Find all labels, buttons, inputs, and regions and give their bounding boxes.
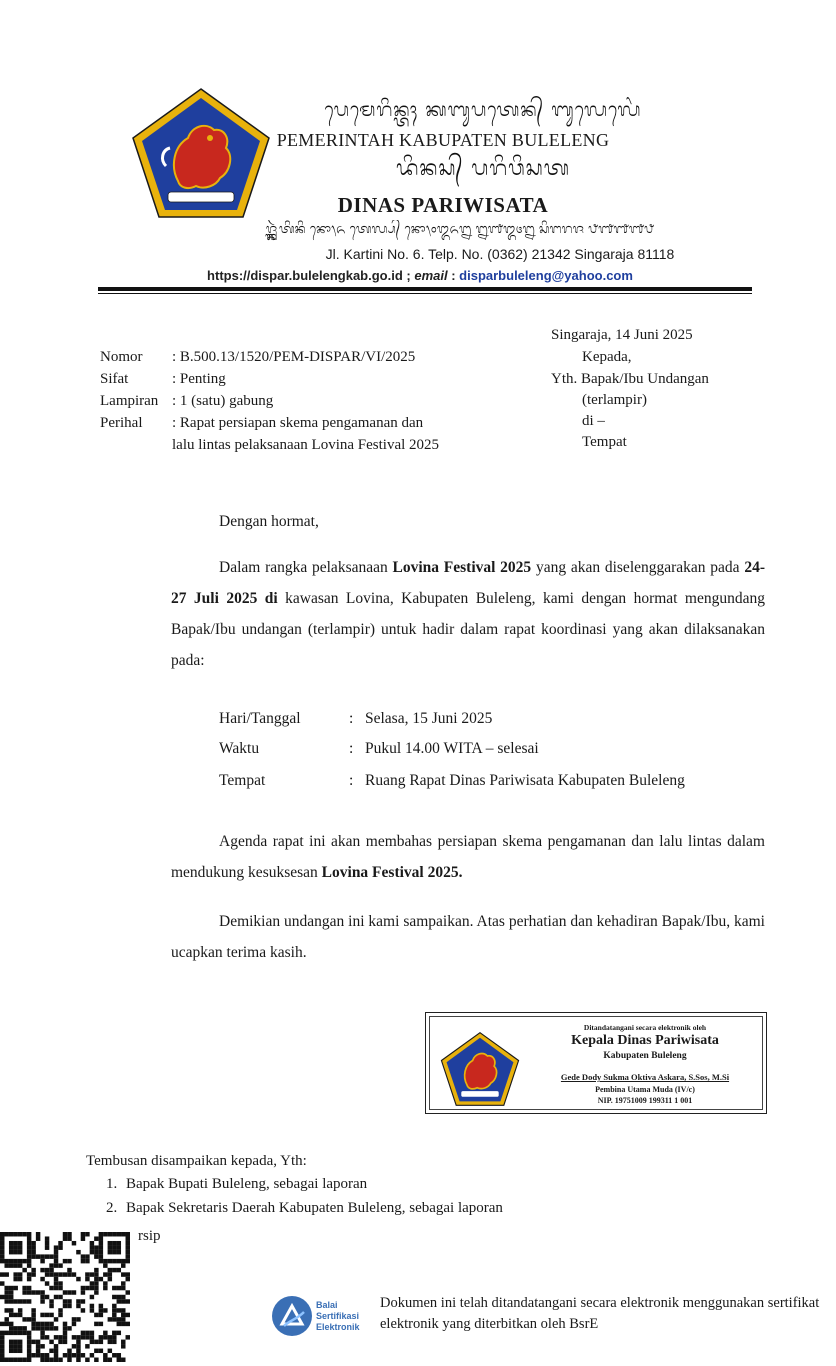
bsre-logo-line-1: Balai <box>316 1300 338 1310</box>
p1-text-a: Dalam rangka pelaksanaan <box>219 559 393 576</box>
bsre-logo-line-2: Sertifikasi <box>316 1311 360 1321</box>
paragraph-agenda <box>171 826 765 888</box>
perihal-value: : Rapat persiapan skema pengamanan dan lalu lintas pelaksanaan Lovina Festival 2025 <box>172 415 440 453</box>
office-contact <box>120 268 720 283</box>
bsre-logo-icon <box>270 1294 314 1338</box>
signatory-name: Gede Dody Sukma Oktiva Askara, S.Sos, M.Si <box>560 1072 730 1082</box>
day-value: Selasa, 15 Juni 2025 <box>365 710 493 727</box>
nomor-label: Nomor <box>100 349 143 365</box>
paragraph-closing: Demikian undangan ini kami sampaikan. Atas perhatian dan kehadiran Bapak/Ibu, kami ucapkan terima kasih. <box>171 913 765 961</box>
sifat-value: : Penting <box>172 371 226 387</box>
list-item-number: 1. <box>106 1176 118 1192</box>
signatory-nip: NIP. 19751009 199311 1 001 <box>597 1096 693 1105</box>
place-label: Tempat <box>219 772 266 789</box>
copies-arsip: rsip <box>138 1228 161 1244</box>
office-name: DINAS PARIWISATA <box>337 193 549 217</box>
electronic-signature-box <box>425 1012 767 1114</box>
time-label: Waktu <box>219 740 260 757</box>
p1-event-name: Lovina Festival 2025 <box>392 559 532 576</box>
salutation: Dengan hormat, <box>219 513 319 530</box>
signature-inner-frame <box>429 1016 763 1110</box>
recipient-name: Yth. Bapak/Ibu Undangan <box>551 371 709 387</box>
paragraph-invitation <box>171 552 765 676</box>
list-item-text: Bapak Bupati Buleleng, sebagai laporan <box>126 1176 368 1192</box>
time-separator: : <box>349 740 354 757</box>
qr-code-icon <box>0 1232 130 1362</box>
day-label: Hari/Tanggal <box>219 710 301 727</box>
recipient-kepada: Kepada, <box>582 349 632 365</box>
signature-emblem-logo <box>439 1031 521 1107</box>
balinese-script-address: ᬚ᭄ᬮ᭄ᬓᬃᬢᬶᬦᬶ ᬦᭀ᭞᭖ ᬢᬾᬮ᭄ᬧ᭄ ᬦᭀ᭞᭐᭓᭖᭒ ᭒᭑᭓᭔᭒ ᬲᬶᬗᬭᬚ ᭘᭑᭑᭑᭘ <box>265 222 655 237</box>
regency-emblem-logo <box>130 86 272 220</box>
letterhead-rule-thin <box>98 293 752 294</box>
list-item-number: 2. <box>106 1200 118 1216</box>
place-value: Ruang Rapat Dinas Pariwisata Kabupaten Buleleng <box>365 772 685 789</box>
recipient-terlampir: (terlampir) <box>582 392 647 408</box>
perihal-label: Perihal <box>100 415 143 431</box>
day-separator: : <box>349 710 354 727</box>
office-address: Jl. Kartini No. 6. Telp. No. (0362) 21342 Singaraja 81118 <box>325 246 675 262</box>
list-item-text: Bapak Sekretaris Daerah Kabupaten Buleleng, sebagai laporan <box>126 1200 503 1216</box>
balinese-script-office: ᬤᬶᬦᬲ᭄ ᬧᬭᬶᬯᬶᬲᬢ <box>396 156 570 180</box>
list-item <box>106 1172 666 1196</box>
sifat-label: Sifat <box>100 371 129 387</box>
schedule-row-place <box>219 766 779 796</box>
balinese-script-regency: ᬧᬾᬫᬾᬭᬶᬦ᭄ᬢᬄ ᬓᬩᬸᬧᬢᬾᬦ᭄ ᬩᬸᬮᬾᬮᬾᬂ <box>324 99 642 121</box>
email-link[interactable]: disparbuleleng@yahoo.com <box>459 268 633 283</box>
schedule-row-day <box>219 704 779 734</box>
copies-list <box>106 1172 666 1220</box>
government-name: PEMERINTAH KABUPATEN BULELENG <box>276 130 610 150</box>
p1-text-b: yang akan diselenggarakan pada <box>531 559 745 576</box>
letter-meta <box>100 346 480 476</box>
nomor-value: : B.500.13/1520/PEM-DISPAR/VI/2025 <box>172 349 416 365</box>
signature-subtitle: Kabupaten Buleleng <box>603 1051 687 1061</box>
letterhead-rule-thick <box>98 287 752 291</box>
bsre-logo-text <box>316 1300 360 1333</box>
p2-event-name: Lovina Festival 2025. <box>321 864 463 881</box>
meeting-schedule <box>219 704 779 798</box>
recipient-place: Tempat <box>582 434 627 450</box>
lampiran-value: : 1 (satu) gabung <box>172 393 274 409</box>
p2-text: Agenda rapat ini akan membahas persiapan skema pengamanan dan lalu lintas dalam mendukung kesuksesan <box>171 833 765 881</box>
place-separator: : <box>349 772 354 789</box>
p1-event-date: 24-27 Juli 2025 di <box>171 559 765 607</box>
copies-title: Tembusan disampaikan kepada, Yth: <box>86 1153 307 1169</box>
signature-title: Kepala Dinas Pariwisata <box>571 1033 719 1048</box>
bsre-logo-line-3: Elektronik <box>316 1322 360 1332</box>
email-colon: : <box>447 268 460 283</box>
letter-date: Singaraja, 14 Juni 2025 <box>551 327 693 343</box>
signature-note: Ditandatangani secara elektronik oleh <box>583 1023 707 1032</box>
email-label: email <box>414 268 448 283</box>
p1-text-c: kawasan Lovina, Kabupaten Buleleng, kami dengan hormat mengundang Bapak/Ibu undangan (terlampir) untuk hadir dalam rapat koordinasi yang akan dilaksanakan pada: <box>171 590 765 669</box>
lampiran-label: Lampiran <box>100 393 159 409</box>
list-item <box>106 1196 666 1220</box>
signatory-rank: Pembina Utama Muda (IV/c) <box>595 1085 695 1094</box>
bsre-signature-note: Dokumen ini telah ditandatangani secara elektronik menggunakan sertifikat elektronik yang diterbitkan oleh BsrE <box>380 1295 820 1332</box>
schedule-row-time <box>219 734 779 764</box>
website-link[interactable]: https://dispar.bulelengkab.go.id ; <box>207 268 411 283</box>
time-value: Pukul 14.00 WITA – selesai <box>365 740 539 757</box>
recipient-di: di – <box>582 413 605 429</box>
